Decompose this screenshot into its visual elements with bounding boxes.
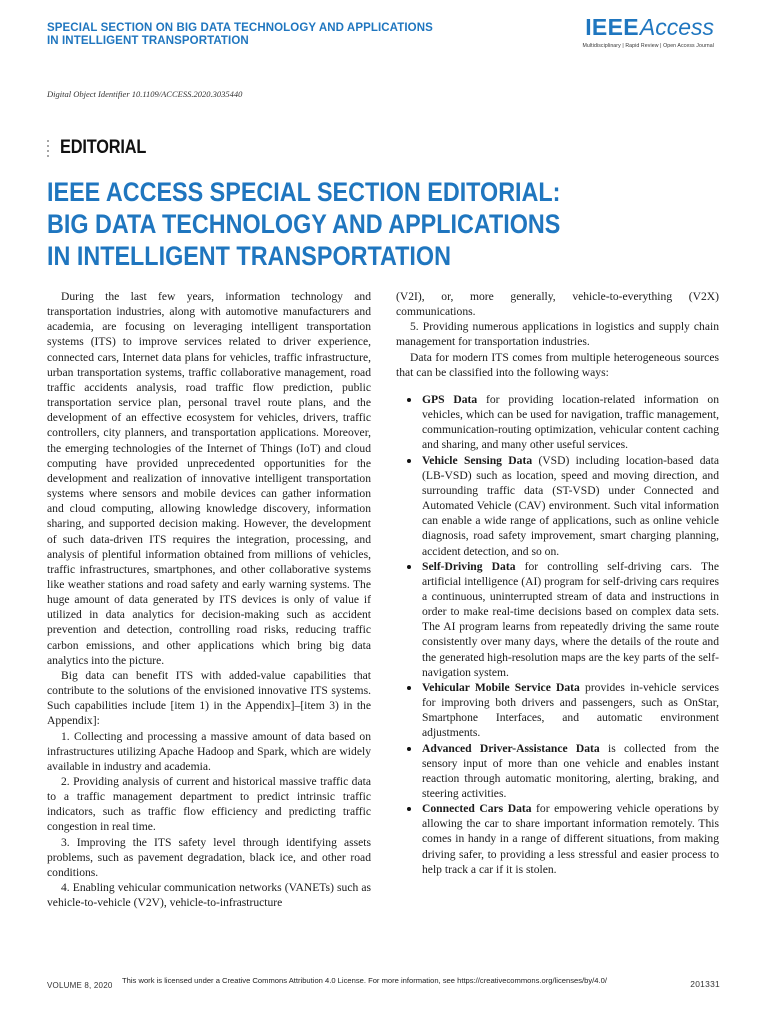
bullet-icon	[407, 747, 411, 751]
title-line: IEEE ACCESS SPECIAL SECTION EDITORIAL:	[47, 177, 561, 207]
article-title	[47, 176, 737, 272]
title-line: IN INTELLIGENT TRANSPORTATION	[47, 241, 451, 271]
section-heading	[47, 22, 467, 48]
left-column	[47, 289, 371, 910]
footer-volume: VOLUME 8, 2020	[47, 981, 113, 990]
list-item-term: GPS Data	[422, 392, 478, 406]
bullet-icon	[407, 459, 411, 463]
body-paragraph: 1. Collecting and processing a massive amount of data based on infrastructures utilizing Apache Hadoop and Spark, which are widely available in industry and academia.	[47, 729, 371, 773]
title-line: BIG DATA TECHNOLOGY AND APPLICATIONS	[47, 209, 561, 239]
logo-access-text: Access	[639, 14, 714, 40]
list-item	[396, 741, 719, 802]
doi-line: Digital Object Identifier 10.1109/ACCESS.2020.3035440	[47, 89, 243, 99]
bullet-icon	[407, 565, 411, 569]
bullet-icon	[407, 398, 411, 402]
logo-ieee-text: IEEE	[585, 14, 639, 40]
body-paragraph: During the last few years, information technology and transportation industries, along with automotive manufacturers and academia, are focusing on leveraging intelligent transportation systems (ITS) to improve services related to driver experience, connected cars, Internet data plans for vehicles, traffic infrastructure, urban transportation systems, traffic collaborative management, road traffic accidents analysis, road traffic flow prediction, public transportation service plan, personal travel route plans, and the development of an effective ecosystem for vehicles, drivers, traffic controllers, city planners, and transportation applications. Moreover, the emerging technologies of the Internet of Things (IoT) and cloud computing have provided unprecedented opportunities for the development and realization of innovative intelligent transportation systems where sensors and mobile devices can gather information and cloud computing, allowing knowledge discovery, information sharing, and supported decision making. However, the development of such data-driven ITS requires the integration, processing, and analysis of plentiful information obtained from millions of vehicles, traffic infrastructures, smartphones, and other collaborative systems like weather stations and road safety and early warning systems. The huge amount of data generated by ITS devices is only of value if utilized in data analytics for decision-making such as accident prevention and detection, controlling road risks, reducing traffic carbon emissions, and other applications which bring big data analytics into the picture.	[47, 290, 371, 667]
list-item-term: Self-Driving Data	[422, 559, 516, 573]
list-item	[396, 392, 719, 453]
list-item-text: for controlling self-driving cars. The artificial intelligence (AI) program for self-driving cars requires a continuous, uninterrupted stream of data and instructions in order to make real-time decisions based on complex data sets. The AI program learns from repeatedly driving the same route consistently over many days, where the details of the route and the generated high-resolution maps are the key parts of the self-navigation system.	[422, 559, 720, 679]
list-item-term: Advanced Driver-Assistance Data	[422, 741, 600, 755]
bullet-icon	[407, 686, 411, 690]
logo-tagline: Multidisciplinary | Rapid Review | Open Access Journal	[582, 43, 714, 49]
dotted-marker-icon	[47, 140, 51, 157]
list-item-term: Connected Cars Data	[422, 802, 532, 816]
body-paragraph: Big data can benefit ITS with added-value capabilities that contribute to the solutions of the envisioned innovative ITS systems. Such capabilities include [item 1) in the Appendix]–[item 3) in the Appendix]:	[47, 668, 371, 728]
list-item	[396, 680, 719, 741]
body-paragraph: 5. Providing numerous applications in logistics and supply chain management for transportation industries.	[396, 320, 719, 349]
section-heading-line-1: SPECIAL SECTION ON BIG DATA TECHNOLOGY AND APPLICATIONS	[47, 22, 433, 34]
list-item-text: is collected from the sensory input of more than one vehicle and enables instant reaction through automatic monitoring, alerting, braking, and steering activities.	[422, 741, 719, 800]
list-item-term: Vehicle Sensing Data	[422, 453, 533, 467]
body-paragraph: 2. Providing analysis of current and historical massive traffic data to a traffic management department to predict intrinsic traffic indicators, such as traffic flow efficiency and predicting traffic congestion in real time.	[47, 775, 371, 834]
list-item-text: (VSD) including location-based data (LB-VSD) such as location, speed and moving direction, and surrounding traffic data (ST-VSD) under Connected and Automated Vehicle (CAV) environment. Such vital information can enable a wide range of applications, such as online vehicle diagnosis, road safety improvement, smart charging planning, accident detection, and so on.	[422, 453, 720, 558]
body-paragraph: (V2I), or, more generally, vehicle-to-everything (V2X) communications.	[396, 290, 719, 319]
list-item-text: provides in-vehicle services for improving both drivers and passengers, such as OnStar, Smartphone Interfaces, and automatic environment adjustments.	[422, 680, 719, 740]
ieee-access-logo	[524, 14, 714, 49]
list-item	[396, 801, 719, 877]
footer-license: This work is licensed under a Creative Commons Attribution 4.0 License. For more information, see https://creativecommons.org/licenses/by/4.0/	[122, 976, 607, 985]
list-item	[396, 453, 719, 559]
body-paragraph: Data for modern ITS comes from multiple heterogeneous sources that can be classified into the following ways:	[396, 350, 719, 379]
body-paragraph: 4. Enabling vehicular communication networks (VANETs) such as vehicle-to-vehicle (V2V), vehicle-to-infrastructure	[47, 881, 371, 910]
footer-page-number: 201331	[690, 979, 720, 989]
list-item	[396, 559, 719, 680]
list-item-text: for providing location-related information on vehicles, which can be used for navigation, traffic management, communication-routing optimization, vehicular content caching and sharing, and many other useful services.	[422, 392, 719, 452]
bullet-icon	[407, 807, 411, 811]
right-column	[396, 289, 719, 877]
data-sources-list	[396, 392, 719, 877]
list-item-text: for empowering vehicle operations by allowing the car to share important information remotely. This comes in handy in a range of different situations, from making driving safer, to providing a less stressful and easier process to help track a car if it is stolen.	[422, 802, 720, 876]
editorial-heading	[47, 136, 160, 160]
section-heading-line-2: IN INTELLIGENT TRANSPORTATION	[47, 35, 249, 47]
list-item-term: Vehicular Mobile Service Data	[422, 680, 580, 694]
body-paragraph: 3. Improving the ITS safety level through identifying assets problems, such as pavement degradation, black ice, and other road conditions.	[47, 835, 371, 879]
editorial-label: EDITORIAL	[60, 137, 147, 158]
